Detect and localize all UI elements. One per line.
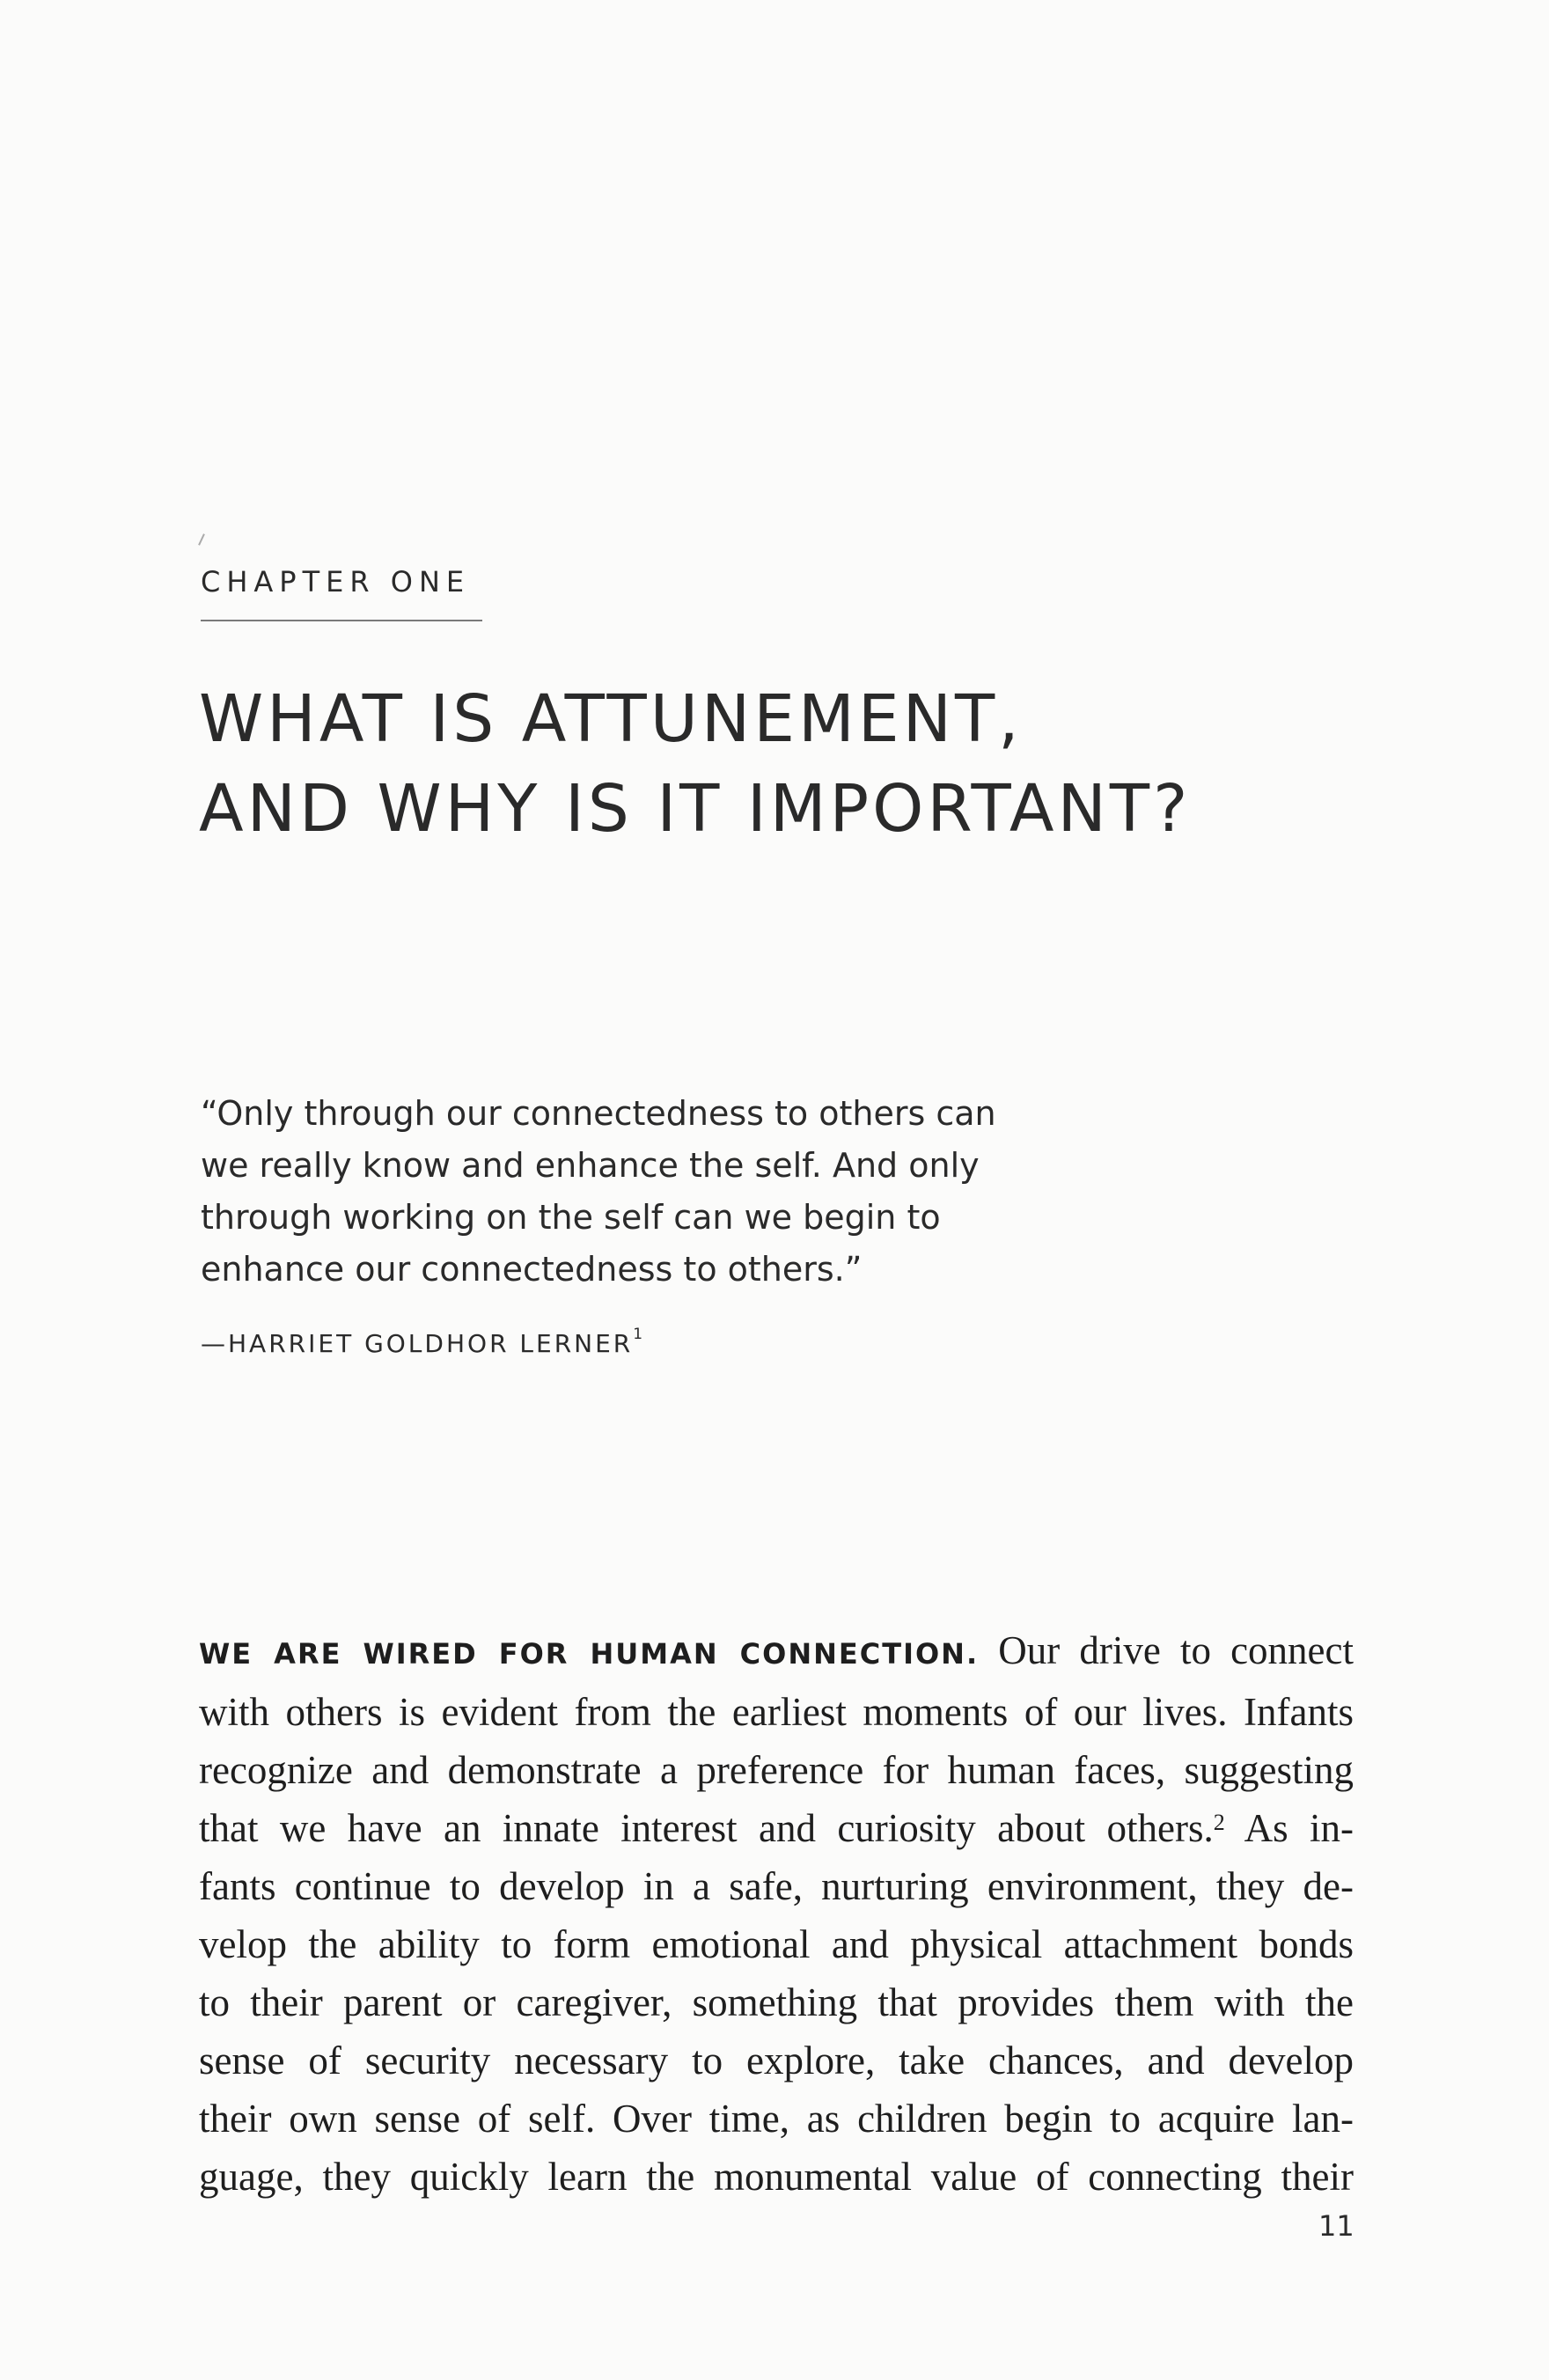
body-paragraph <box>199 1621 1354 2206</box>
body-line: velop the ability to form emotional and physical attachment bonds <box>199 1922 1354 1966</box>
body-line <box>199 1621 1354 1683</box>
body-text-run: As in- <box>1224 1806 1354 1850</box>
attribution-author: —HARRIET GOLDHOR LERNER <box>201 1329 634 1358</box>
epigraph-line: through working on the self can we begin to <box>201 1198 941 1237</box>
epigraph-line: enhance our connectedness to others.” <box>201 1250 863 1289</box>
footnote-marker: 2 <box>1213 1810 1225 1835</box>
body-line: with others is evident from the earliest moments of our lives. Infants <box>199 1690 1354 1734</box>
body-line: guage, they quickly learn the monumental value of connecting their <box>199 2155 1354 2199</box>
run-in-heading: WE ARE WIRED FOR HUMAN CONNECTION. <box>199 1637 980 1671</box>
body-text-run: that we have an innate interest and curiosity about others. <box>199 1806 1214 1850</box>
epigraph-quote <box>201 1088 1063 1296</box>
footnote-marker: 1 <box>633 1326 643 1343</box>
body-line: fants continue to develop in a safe, nurturing environment, they de- <box>199 1864 1354 1908</box>
chapter-rule <box>201 620 482 621</box>
epigraph-line: “Only through our connectedness to others can <box>201 1094 996 1133</box>
chapter-label: CHAPTER ONE <box>201 565 471 599</box>
epigraph-attribution <box>201 1326 643 1358</box>
chapter-title <box>199 674 1431 854</box>
body-line: their own sense of self. Over time, as children begin to acquire lan- <box>199 2097 1354 2141</box>
body-line: recognize and demonstrate a preference for human faces, suggesting <box>199 1748 1354 1792</box>
body-line: sense of security necessary to explore, take chances, and develop <box>199 2038 1354 2082</box>
chapter-title-line: WHAT IS ATTUNEMENT, <box>199 681 1023 757</box>
body-text-run: Our drive to connect <box>979 1628 1354 1672</box>
epigraph-line: we really know and enhance the self. And only <box>201 1146 980 1185</box>
body-line: to their parent or caregiver, something that provides them with the <box>199 1980 1354 2024</box>
page-number: 11 <box>1318 2209 1354 2243</box>
stray-mark <box>198 533 205 546</box>
chapter-title-line: AND WHY IS IT IMPORTANT? <box>199 771 1192 847</box>
body-line <box>199 1799 1354 1857</box>
